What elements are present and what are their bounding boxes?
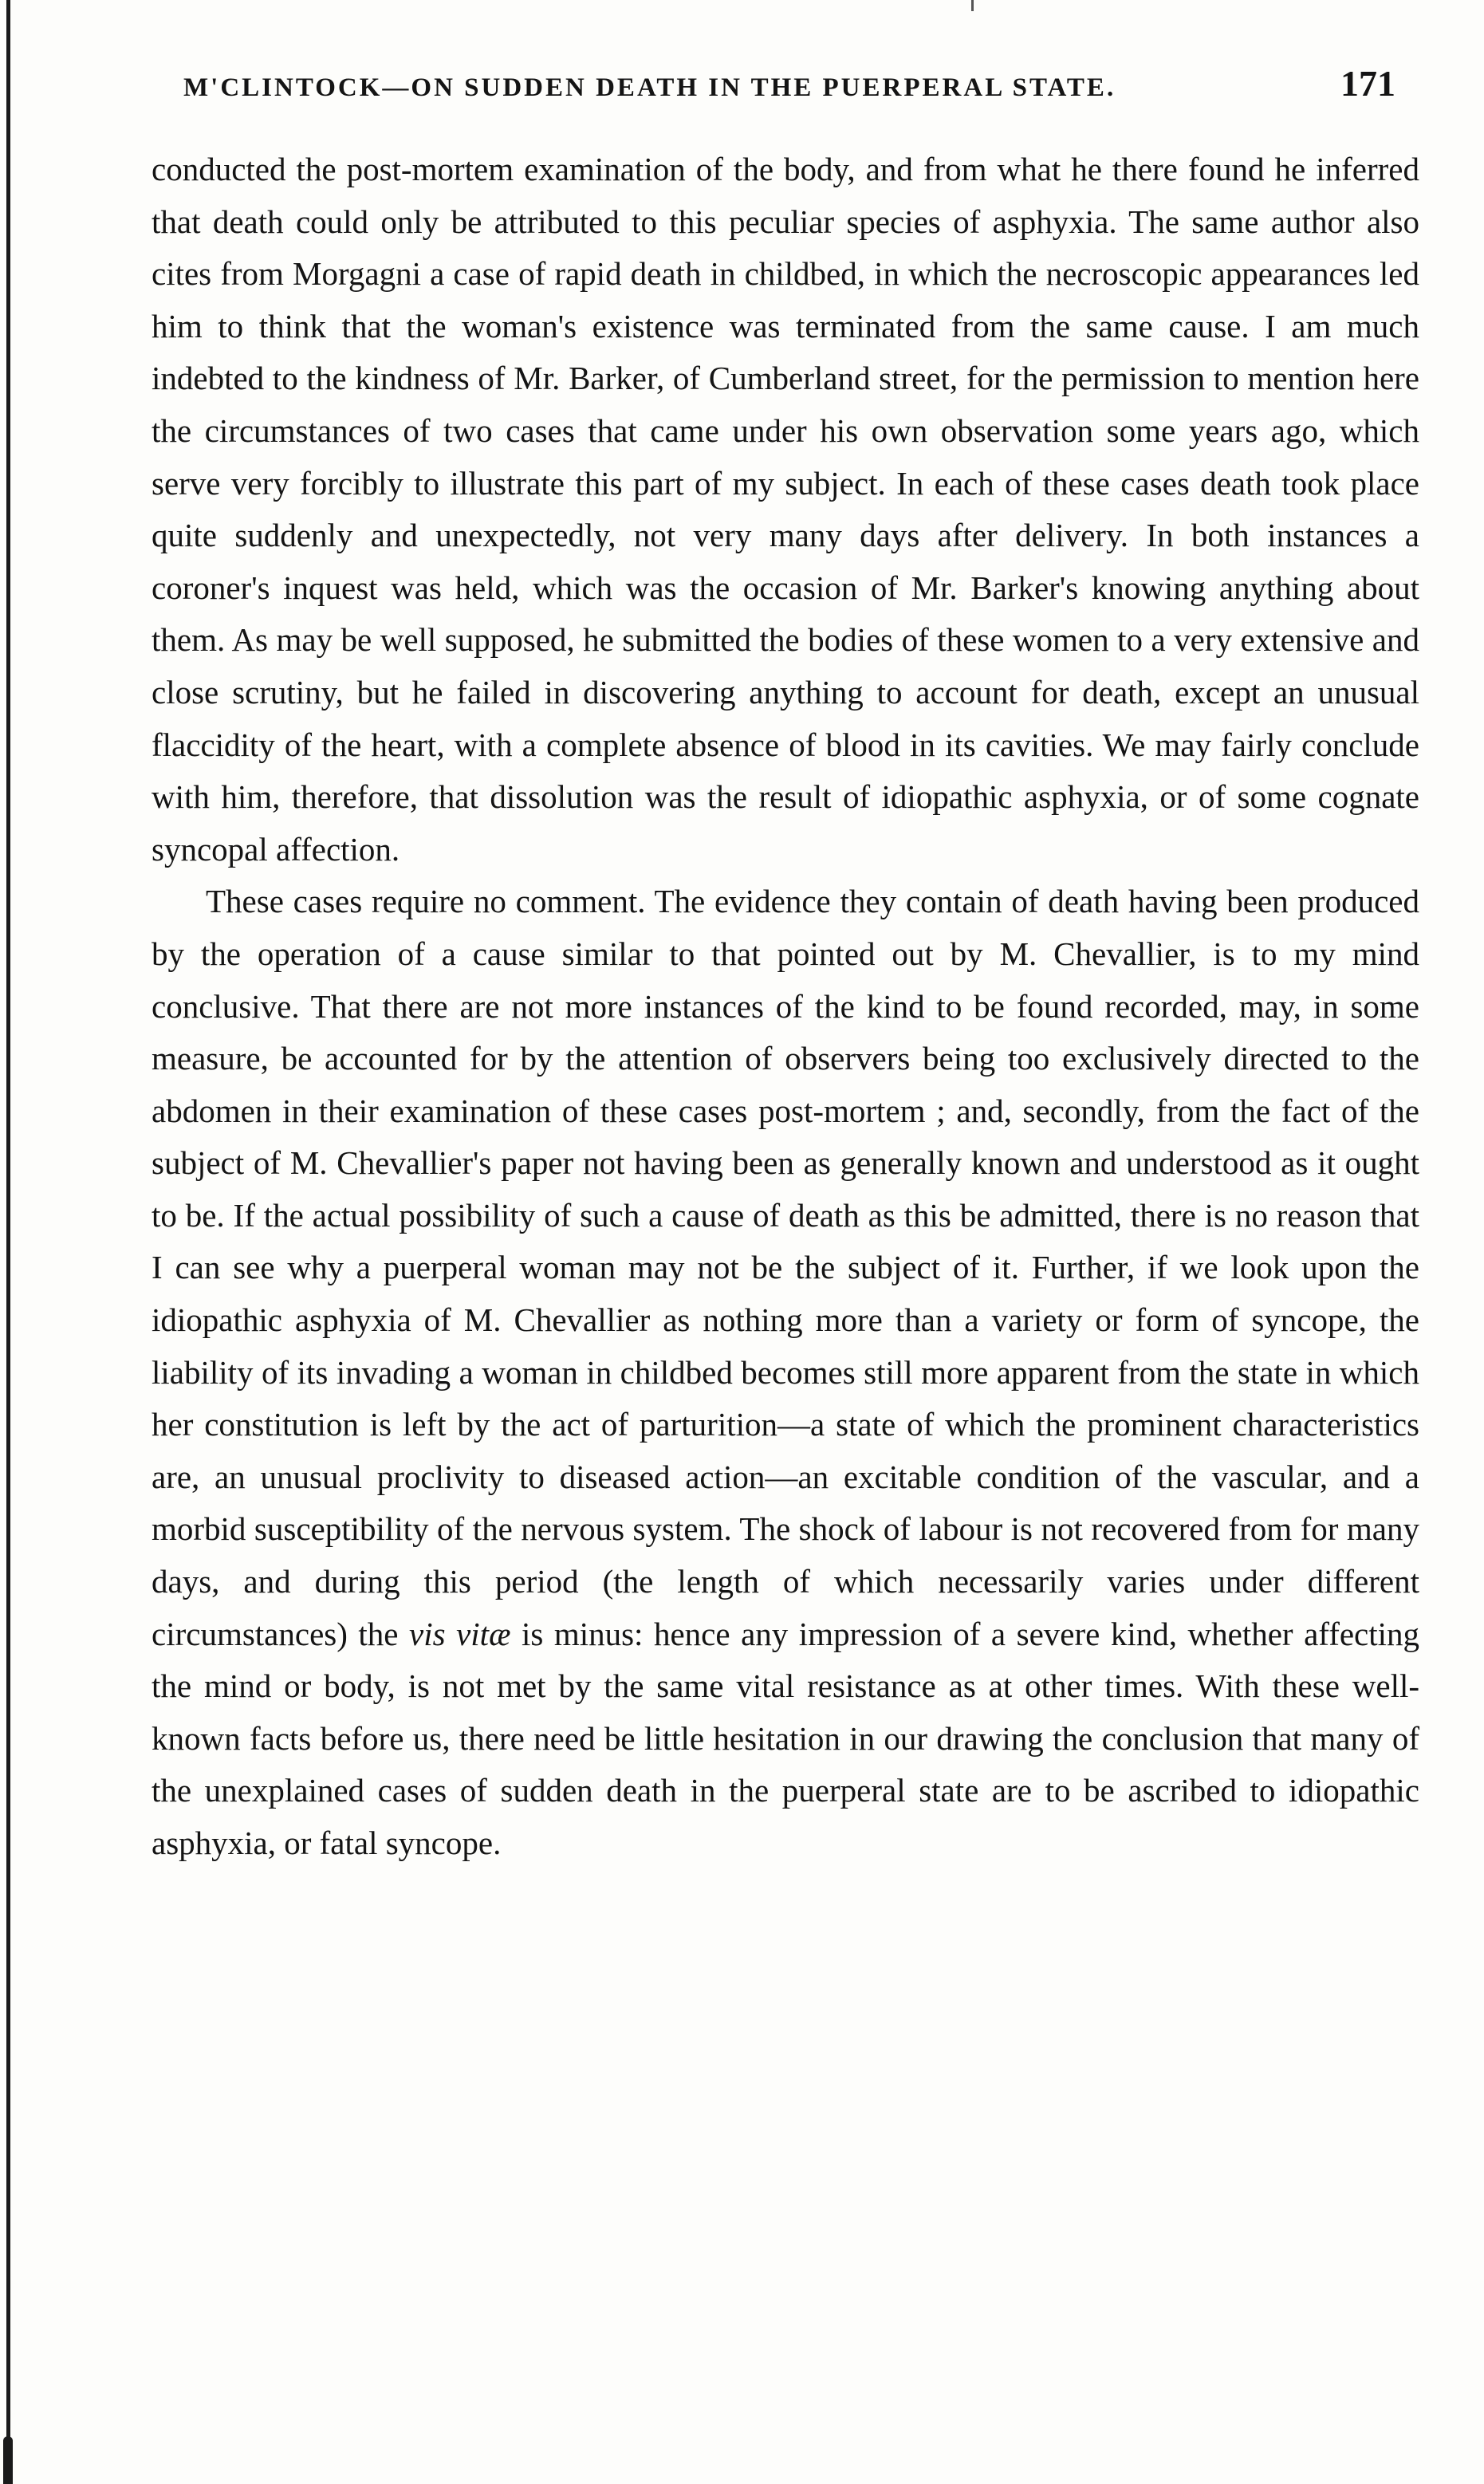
body-text bbox=[152, 144, 1419, 1870]
page-number: 171 bbox=[1340, 63, 1395, 104]
paragraph-2-part-1: These cases require no comment. The evidence they contain of death having been produced by the operation of a cause similar to that pointed out by M. Chevallier, is to my mind conclusive. That there are not more instances of the kind to be found recorded, may, in some measure, be accounted for by the attention of observers being too exclusively directed to the abdomen in their examination of these cases post-mortem ; and, secondly, from the fact of the subject of M. Chevallier's paper not having been as generally known and understood as it ought to be. If the actual possibility of such a cause of death as this be admitted, there is no reason that I can see why a puerperal woman may not be the subject of it. Further, if we look upon the idiopathic asphyxia of M. Chevallier as nothing more than a variety or form of syncope, the liability of its invading a woman in childbed becomes still more apparent from the state in which her constitution is left by the act of parturition—a state of which the prominent characteristics are, an unusual proclivity to diseased action—an excitable condition of the vascular, and a morbid susceptibility of the nervous system. The shock of labour is not recovered from for many days, and during this period (the length of which necessarily varies under different circumstances) the bbox=[152, 883, 1419, 1652]
running-title: M'CLINTOCK—ON SUDDEN DEATH IN THE PUERPERAL STATE. bbox=[183, 73, 1116, 102]
paragraph-1: conducted the post-mortem examination of the body, and from what he there found he inferred that death could only be attributed to this peculiar species of asphyxia. The same author also cites from Morgagni a case of rapid death in childbed, in which the necroscopic appearances led him to think that the woman's existence was terminated from the same cause. I am much indebted to the kindness of Mr. Barker, of Cumberland street, for the permission to mention here the circumstances of two cases that came under his own observation some years ago, which serve very forcibly to illustrate this part of my subject. In each of these cases death took place quite suddenly and unexpectedly, not very many days after delivery. In both instances a coroner's inquest was held, which was the occasion of Mr. Barker's knowing anything about them. As may be well supposed, he submitted the bodies of these women to a very extensive and close scrutiny, but he failed in discovering anything to account for death, except an unusual flaccidity of the heart, with a complete absence of blood in its cavities. We may fairly conclude with him, therefore, that dissolution was the result of idiopathic asphyxia, or of some cognate syncopal affection. bbox=[152, 151, 1419, 868]
binding-gutter-mark bbox=[3, 2436, 13, 2484]
binding-gutter-line bbox=[6, 0, 10, 2484]
latin-phrase-vis-vitae: vis vitæ bbox=[409, 1615, 511, 1652]
top-edge-mark bbox=[971, 0, 974, 11]
paragraph-2 bbox=[152, 876, 1419, 1869]
paragraph-2-part-2: is minus: hence any impression of a severe kind, whether affecting the mind or body, is not met by the same vital resistance as at other times. With these well-known facts before us, there need be little hesitation in our drawing the conclusion that many of the unexplained cases of sudden death in the puerperal state are to be ascribed to idiopathic asphyxia, or fatal syncope. bbox=[152, 1615, 1420, 1861]
running-head bbox=[183, 62, 1395, 126]
